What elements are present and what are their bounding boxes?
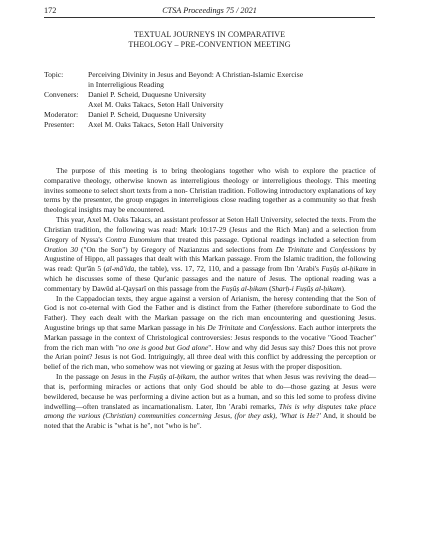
italic-phrase: Fuṣūṣ al-ḥikam bbox=[148, 372, 196, 382]
italic-phrase: place among the various (Christian) communities concerning Jesus, (for they ask), bbox=[44, 401, 376, 421]
topic-label: Topic: bbox=[44, 70, 64, 79]
title-line: THEOLOGY – PRE-CONVENTION MEETING bbox=[128, 40, 291, 50]
session-metadata bbox=[44, 70, 376, 131]
italic-phrase: Contra Eunomium bbox=[105, 234, 162, 244]
italic-phrase: Fuṣūṣ al-ḥikam bbox=[221, 283, 268, 293]
page-number: 172 bbox=[44, 6, 57, 15]
topic-row bbox=[44, 70, 376, 90]
article-title bbox=[44, 30, 375, 51]
presenter-row bbox=[44, 120, 376, 130]
journal-title: CTSA Proceedings 75 / 2021 bbox=[162, 6, 257, 15]
italic-phrase: Fuṣūṣ al-ḥikam bbox=[321, 264, 368, 274]
conveners-label: Conveners: bbox=[44, 90, 79, 100]
italic-phrase: God alone bbox=[176, 342, 209, 352]
moderator-value: Daniel P. Scheid, Duquesne University bbox=[88, 110, 207, 120]
paragraph: In the passage on Jesus in the Fuṣūṣ al-ḥikam, the author writes that when Jesus was reviving the dead—that is, performing miracles or actions that only God should be able to do—those gazing at Jesus were bewildered, because he was performing a divine action but as a human, and so this led some to profess divine indwelling—often translated as incarnationalism. Later, Ibn 'Arabi remarks, This is why disputes take place among the various (Christian) communities concerning Jesus, (for they ask), 'What is He?' And, it should be noted that the Arabic is "what is he", not "who is he". bbox=[44, 372, 376, 431]
conveners-value: Daniel P. Scheid, Duquesne University Axel M. Oaks Takacs, Seton Hall University bbox=[88, 90, 224, 110]
italic-phrase: De Trinitate bbox=[275, 244, 313, 254]
conveners-row bbox=[44, 90, 376, 110]
title-line: TEXTUAL JOURNEYS IN COMPARATIVE bbox=[133, 30, 286, 39]
italic-phrase: Sharḥ-i bbox=[271, 283, 294, 293]
italic-phrase: Oration 30 bbox=[44, 244, 78, 254]
italic-phrase: al-mā'ida, bbox=[105, 264, 137, 274]
italic-phrase: Confessions bbox=[258, 323, 295, 332]
paragraph: The purpose of this meeting is to bring theologians together who wish to explore the practice of comparative theology, otherwise known as interreligious theology or interreligious theology. This meeting invites someone to select short texts from a non- Christian tradition. Following introductory explanations of key terms by the presenter, the group engages in interreligious close reading together as a community so that fresh theological insights may be encountered. bbox=[44, 166, 376, 215]
italic-phrase: De Trinitate bbox=[207, 323, 244, 332]
italic-phrase: 'What is He?' bbox=[279, 411, 321, 421]
italic-phrase: no one is good but bbox=[118, 342, 175, 352]
moderator-row bbox=[44, 110, 376, 120]
body-text bbox=[44, 166, 376, 431]
topic-value: Perceiving Divinity in Jesus and Beyond: A Christian-Islamic Exercise in Interreligious Reading bbox=[88, 70, 304, 90]
italic-phrase: Confessions bbox=[329, 244, 366, 254]
paragraph: In the Cappadocian texts, they argue against a version of Arianism, the heresy contending that the Son of God is not co-eternal with God the Father and is distinct from the Father (therefore subordinate to God the Father). They each dealt with the Markan passage on the rich man encountering and questioning Jesus. Augustine brings up that same Markan passage in his De Trinitate and Confessions. Each author interprets the Markan passage in the context of Christological controversies: Jesus responds to the vocative "Good Teacher" from the rich man with "no one is good but God alone". How and why did Jesus say this? Does this not prove the Arian point? Jesus is not God. Intriguingly, all three deal with this conflict by addressing the perception or belief of the rich man, who somehow was not viewing or gazing at Jesus with the proper disposition. bbox=[44, 293, 376, 372]
header-rule bbox=[44, 17, 375, 18]
presenter-value: Axel M. Oaks Takacs, Seton Hall University bbox=[88, 120, 224, 130]
italic-phrase: Fuṣūṣ al-ḥikam bbox=[295, 283, 342, 293]
presenter-label: Presenter: bbox=[44, 120, 75, 130]
paragraph: This year, Axel M. Oaks Takacs, an assistant professor at Seton Hall University, selected the texts. From the Christian tradition, the following was read: Mark 10:17-29 (Jesus and the Rich Man) and a selection from Gregory of Nyssa's Contra Eunomium that treated this passage. Optional readings included a selection from Oration 30 ("On the Son") by Gregory of Nazianzus and selections from De Trinitate and Confessions by Augustine of Hippo, all passages that dealt with this Markan passage. From the Islamic tradition, the following was read: Qur'ān 5 (al-mā'ida, the table), vss. 17, 72, 110, and a passage from Ibn 'Arabi's Fuṣūṣ al-ḥikam in which he discusses some of these Qur'anic passages and the nature of Jesus. The optional reading was a commentary by Dawūd al-Qayṣarī on this passage from the Fuṣūṣ al-ḥikam (Sharḥ-i Fuṣūṣ al-ḥikam). bbox=[44, 215, 376, 293]
moderator-label: Moderator: bbox=[44, 110, 79, 120]
italic-phrase: This is why disputes take bbox=[278, 401, 357, 411]
